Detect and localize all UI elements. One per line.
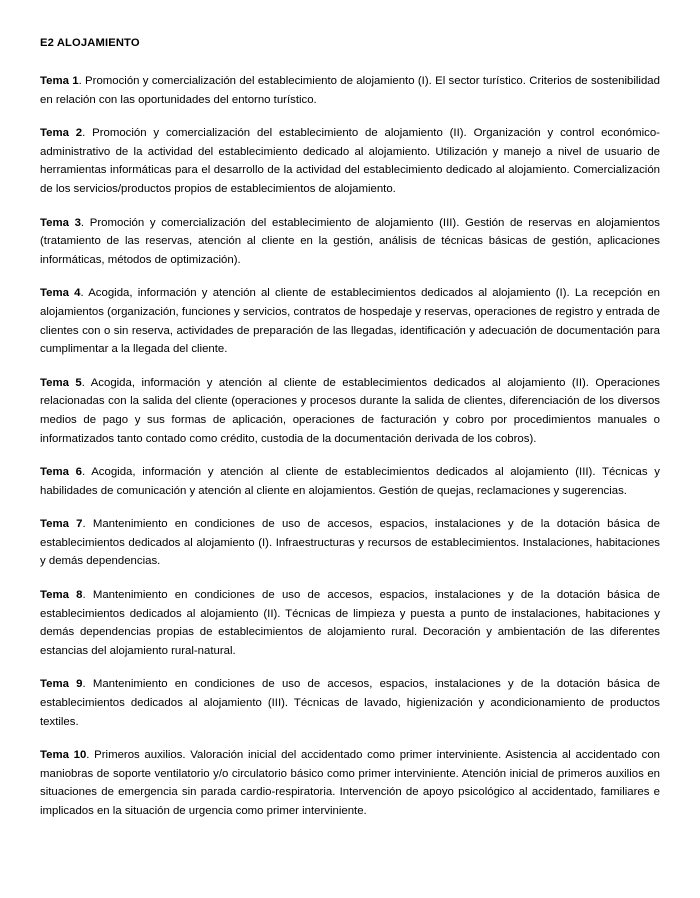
topic-list <box>40 72 660 821</box>
topic-label: Tema 8 <box>40 589 83 602</box>
topic-label: Tema 5 <box>40 376 82 389</box>
topic-separator: . <box>82 589 93 602</box>
topic-label: Tema 7 <box>40 518 83 531</box>
topic-separator: . <box>78 75 86 87</box>
topic-text: Acogida, información y atención al cliente de establecimientos dedicados al alojamiento (III). Técnicas y habilidades de comunicación y atención al cliente en alojamientos. Gestión de quejas, reclamaciones y sugerencias. <box>40 466 660 497</box>
topic-separator: . <box>82 518 93 531</box>
topic-paragraph <box>40 675 660 731</box>
topic-text: Acogida, información y atención al cliente de establecimientos dedicados al alojamiento (I). La recepción en alojamientos (organización, funciones y servicios, contratos de hospedaje y reservas, operaciones de registro y entrada de clientes con o sin reserva, actividades de preparación de las llegadas, identificación y adecuación de documentación para cumplimentar a la llegada del cliente. <box>40 287 660 356</box>
topic-separator: . <box>81 376 91 389</box>
topic-text: Mantenimiento en condiciones de uso de accesos, espacios, instalaciones y de la dotación básica de establecimientos dedicados al alojamiento (I). Infraestructuras y recursos de establecimientos. Instalaciones, habitaciones y demás dependencias. <box>40 518 660 568</box>
topic-label: Tema 6 <box>40 466 82 479</box>
topic-separator: . <box>81 466 92 479</box>
topic-text: Mantenimiento en condiciones de uso de accesos, espacios, instalaciones y de la dotación básica de establecimientos dedicados al alojamiento (III). Técnicas de lavado, higienización y acondicionamiento de productos textiles. <box>40 678 660 728</box>
topic-label: Tema 9 <box>40 678 83 691</box>
topic-paragraph <box>40 214 660 270</box>
topic-text: Promoción y comercialización del establecimiento de alojamiento (I). El sector turístico. Criterios de sostenibilidad en relación con las oportunidades del entorno turístico. <box>40 75 660 106</box>
topic-separator: . <box>80 216 90 229</box>
topic-paragraph <box>40 374 660 448</box>
topic-text: Promoción y comercialización del establecimiento de alojamiento (III). Gestión de reservas en alojamientos (tratamiento de las reservas, atención al cliente en la gestión, análisis de técnicas básicas de gestión, aplicaciones informáticas, métodos de optimización). <box>40 216 660 266</box>
topic-separator: . <box>86 749 95 762</box>
topic-paragraph <box>40 72 660 109</box>
topic-label: Tema 4 <box>40 287 81 300</box>
topic-text: Promoción y comercialización del establecimiento de alojamiento (II). Organización y control económico- administrativo de la actividad del establecimiento dedicado al alojamiento. Utilización y manejo a nivel de usuario de herramientas informáticas para el desarrollo de la actividad del establecimiento dedicado al alojamiento. Comercialización de los servicios/productos propios de establecimientos de alojamiento. <box>40 127 660 195</box>
topic-paragraph <box>40 463 660 500</box>
topic-paragraph <box>40 124 660 198</box>
topic-label: Tema 10 <box>40 749 87 762</box>
page-title: E2 ALOJAMIENTO <box>40 37 140 49</box>
topic-label: Tema 1 <box>40 75 79 87</box>
topic-paragraph <box>40 746 660 820</box>
topic-separator: . <box>80 287 89 300</box>
topic-text: Primeros auxilios. Valoración inicial del accidentado como primer interviniente. Asistencia al accidentado con maniobras de soporte ventilatorio y/o circulatorio básico como primer interviniente. Atención inicial de primeros auxilios en situaciones de emergencia sin parada cardio-respiratoria. Intervención de apoyo psicológico al accidentado, familiares e implicados en la situación de urgencia como primer interviniente. <box>40 749 660 817</box>
topic-label: Tema 2 <box>40 127 83 140</box>
topic-paragraph <box>40 284 660 358</box>
topic-separator: . <box>82 678 93 691</box>
topic-separator: . <box>82 127 93 140</box>
topic-text: Mantenimiento en condiciones de uso de accesos, espacios, instalaciones y de la dotación básica de establecimientos dedicados al alojamiento (II). Técnicas de limpieza y puesta a punto de instalaciones, habitaciones y demás dependencias propias de establecimientos de alojamiento rural. Decoración y ambientación de las diferentes estancias del alojamiento rural-natural. <box>40 589 660 657</box>
topic-paragraph <box>40 515 660 571</box>
topic-label: Tema 3 <box>40 216 81 229</box>
topic-paragraph <box>40 586 660 660</box>
topic-text: Acogida, información y atención al cliente de establecimientos dedicados al alojamiento (II). Operaciones relacionadas con la salida del cliente (operaciones y procesos durante la salida de clientes, diferenciación de los diversos medios de pago y sus formas de aplicación, operaciones de facturación y cobro por procedimientos manuales o informatizados tanto contado como crédito, custodia de la documentación derivada de los cobros). <box>40 376 660 445</box>
